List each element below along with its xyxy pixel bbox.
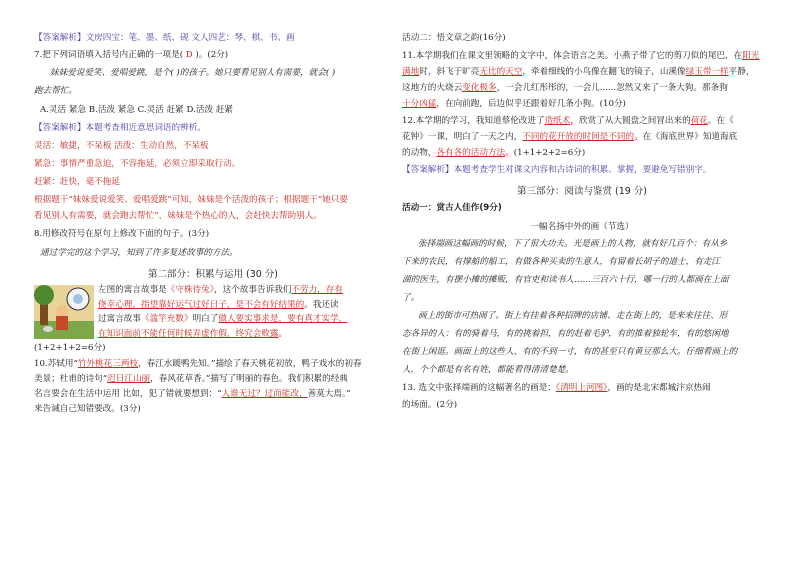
reason-line: 根据题干“妹妹爱说爱笑、爱唱爱跳”可知，妹妹是个活泼的孩子；根据题干“她只要 <box>34 195 348 205</box>
answer-analysis-1 <box>34 32 392 45</box>
activity-2-heading: 活动二：悟文章之韵(16分) <box>402 33 506 43</box>
fable-illustration <box>34 285 94 339</box>
q12-line: 花钟》一课，明白了一天之内，不同的花开放的时间是不同的。在《海底世界》知道海底 <box>402 132 738 142</box>
passage-line: 人，个个都是有名有姓，都能看得清清楚楚。 <box>402 365 574 375</box>
explain-line: 赶紧：赶快，毫不拖延 <box>34 177 120 187</box>
section-3-heading: 第三部分：阅读与鉴赏 (19 分) <box>516 186 648 197</box>
right-column <box>402 32 762 412</box>
q13-score: 的场面。(2分) <box>402 400 458 410</box>
answer-text: 文房四宝：笔、墨、纸、砚 文人四艺：琴、棋、书、画 <box>85 33 295 43</box>
answer-analysis-2: 【答案解析】本题考查相近意思词语的辨析。 <box>34 123 206 133</box>
passage-paragraph-1 <box>402 238 762 305</box>
q12-line: 的动物，各有各的活动方法。(1+1+2+2=6分) <box>402 148 586 158</box>
q7-answer: D <box>183 50 196 60</box>
q11-line: 满地时，斜飞于旷亮无比的天空，牵着细线的小鸟像在翻飞的镜子，山溪像绿玉带一样平静， <box>402 67 755 77</box>
reason-line: 看见别人有需要，就会跑去帮忙”，妹妹是个热心的人，会赶快去帮助别人。 <box>34 211 322 221</box>
q9-line-3: 过寓言故事《滥竽充数》明白了做人要实事求是，要有真才实学， <box>98 314 348 324</box>
fable-tree-rabbit-icon <box>34 285 94 339</box>
q10-line: 10.苏轼用“竹外桃花三两枝，春江水暖鸭先知。”描绘了春天桃花初放，鸭子戏水的初春 <box>34 358 362 369</box>
passage-line: 画上的街市可热闹了。街上有挂着各种招牌的店铺、走在街上的，是来来往往、形 <box>418 311 728 321</box>
passage-line: 湖的医生，有摆小摊的摊贩，有官吏和读书人……三百六十行，哪一行的人都画在上面 <box>402 275 729 285</box>
q12-line: 12.本学期的学习，我知道蔡伦改进了造纸术，欣赏了从大圆盘之间冒出来的荷花。在《 <box>402 116 734 126</box>
q10-line: 美景；杜甫的诗句“迟日江山丽，春风花草香。”描写了明丽的春色。我们积累的经典 <box>34 373 348 384</box>
passage-line: 了。 <box>402 293 420 303</box>
section-2-heading: 第二部分：积累与运用 (30 分) <box>147 269 279 280</box>
question-8: 8.用修改符号在原句上修改下面的句子。(3分) <box>34 229 210 239</box>
q10-line: 名言要会在生活中运用 比如，犯了错就要想到：“人谁无过？过而能改，善莫大焉。” <box>34 388 351 399</box>
answer-tag: 【答案解析】 <box>34 33 86 43</box>
left-column <box>34 32 392 416</box>
q9-line-2: 侥幸心理，指望靠好运气过好日子，是不会有好结果的。我还读 <box>98 299 339 310</box>
q10-line: 来告诫自己知错要改。(3分) <box>34 403 141 414</box>
question-12 <box>402 115 762 160</box>
q11-line: 这地方的火烧云变化极多，一会儿红彤彤的，一会儿......忽然又来了一条大狗。那条狗 <box>402 83 728 93</box>
q7-sentence-1: 妹妹爱说爱笑、爱唱爱跳，是个( )的孩子。她只要看见别人有需要，就会( ) <box>50 68 336 78</box>
q9-line-1: 左图的寓言故事是《守株待兔》，这个故事告诉我们不劳力，存有 <box>98 285 343 295</box>
q9-score: (1+2+1+2=6分) <box>34 343 106 353</box>
passage-line: 张择端画这幅画的时候，下了很大功夫。光是画上的人物，就有好几百个：有从乡 <box>418 239 728 249</box>
question-11 <box>402 50 762 111</box>
explain-line: 紧急：事情严重急迫，不容拖延，必须立即采取行动。 <box>34 159 241 169</box>
passage-line: 在街上闲逛。画面上的这些人，有的不到一寸，有的甚至只有黄豆那么大。仔细看画上的 <box>402 347 738 357</box>
passage-title: 一幅名扬中外的画（节选） <box>530 222 634 232</box>
q9-line-4: 在知识面前不能任何时候弄虚作假，终究会败露。 <box>98 328 288 339</box>
q7-sentence-2: 跑去帮忙。 <box>34 86 77 96</box>
passage-paragraph-2 <box>402 310 762 377</box>
passage-line: 下来的农民，有撑船的船工，有做各种买卖的生意人，有留着长胡子的道士，有走江 <box>402 257 720 267</box>
answer-analysis-3: 【答案解析】本题考查学生对课文内容和古诗词的积累、掌握，要避免写错别字。 <box>402 165 712 175</box>
explain-line: 灵活：敏捷，不呆板 活泼：生动自然，不呆板 <box>34 141 209 151</box>
question-7: 7.把下列词语填入括号内正确的一项是( D )。(2分) <box>34 50 229 60</box>
q7-options: A.灵活 紧急 B.活泼 紧急 C.灵活 赶紧 D.活泼 赶紧 <box>40 105 233 115</box>
activity-1-heading: 活动一：赏古人佳作(9分) <box>402 203 502 213</box>
q8-sentence: 通过学完的这个学习，知到了许多复述故事的方法。 <box>40 248 238 258</box>
q11-line: 十分凶猛，在向前跑，后边似乎还跟着好几条小狗。(10分) <box>402 99 626 109</box>
passage-line: 态各异的人：有的骑着马，有的挑着担，有的赶着毛驴，有的推着独轮车，有的悠闲地 <box>402 329 729 339</box>
question-10 <box>34 358 392 416</box>
question-13: 13. 选文中张择端画的这幅著名的画是：《清明上河图》，画的是北宋都城汴京热闹 <box>402 383 711 393</box>
q11-line: 11.本学期我们在课文里领略的文字中，体会语言之美。小燕子带了它的剪刀似的尾巴，在阳光 <box>402 51 760 61</box>
question-9 <box>34 284 392 355</box>
